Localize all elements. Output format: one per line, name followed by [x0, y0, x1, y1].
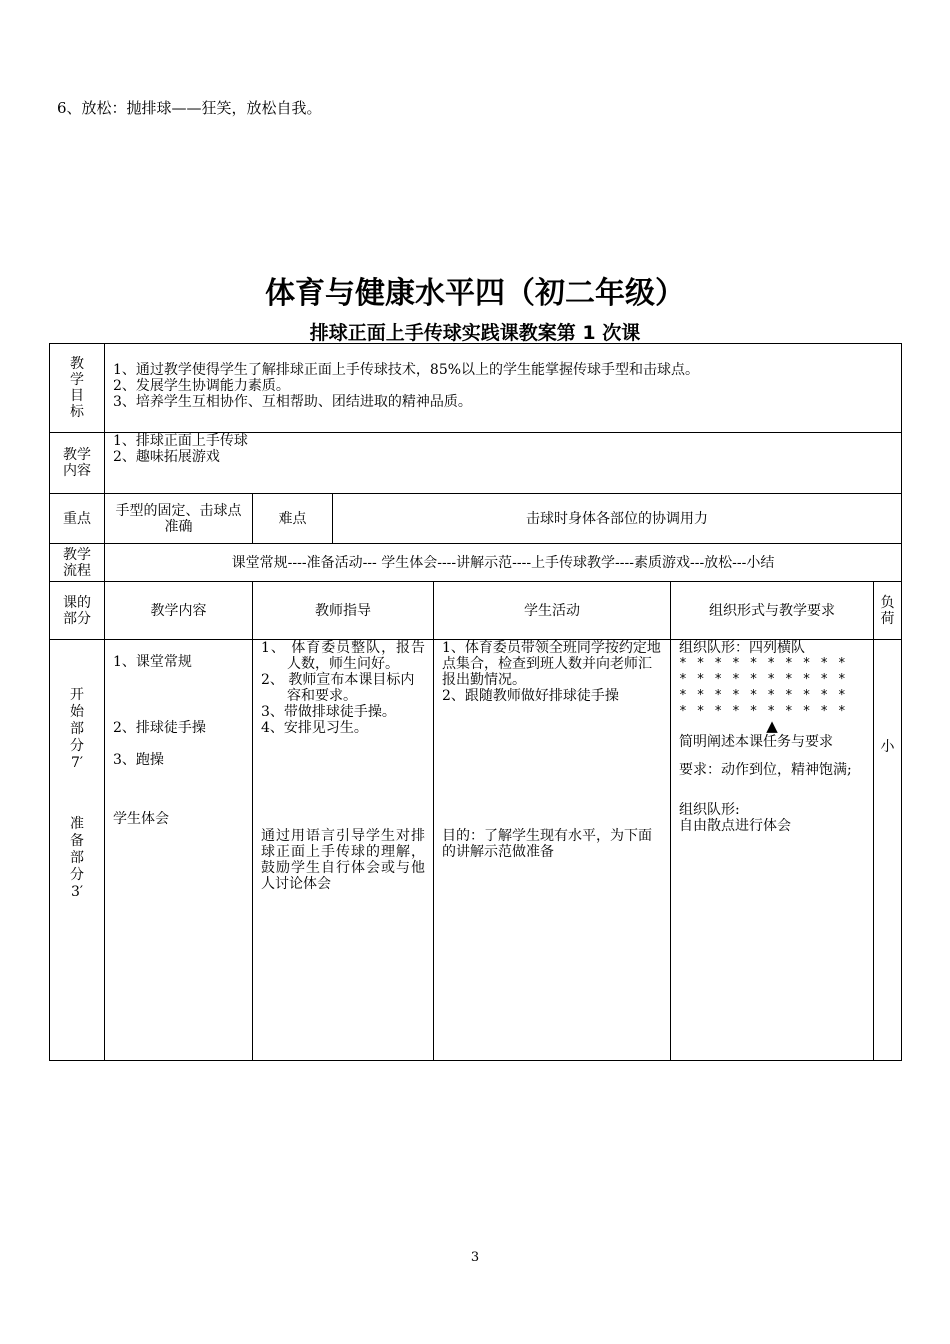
teacher-entry: 2、 教师宣布本课目标内容和要求。: [261, 672, 415, 704]
header-teacher: 教师指导: [253, 582, 434, 640]
content-item: 1、排球正面上手传球: [113, 433, 248, 449]
header-content: 教学内容: [105, 582, 253, 640]
header-student: 学生活动: [434, 582, 671, 640]
teacher-entry: 3、带做排球徒手操。: [261, 704, 396, 720]
page-number: 3: [470, 1250, 480, 1265]
part-prep: 准备部分3′: [70, 816, 84, 900]
objectives-label-cell: [50, 344, 105, 433]
teacher-entry: 4、安排见习生。: [261, 720, 368, 736]
body-organization-cell: [671, 640, 874, 1061]
student-entry: 2、跟随教师做好排球徒手操: [442, 688, 619, 704]
formation-row: * * * * * * * * * *: [679, 672, 847, 687]
org-entry: 组织队形：四列横队: [679, 640, 805, 656]
content-entry: 3、跑操: [113, 752, 164, 768]
page-title: 体育与健康水平四（初二年级）: [265, 276, 685, 311]
key-points-label: 重点: [50, 494, 105, 544]
header-load-cell: [874, 582, 902, 640]
content-row: [50, 433, 902, 494]
org-entry: 简明阐述本课任务与要求: [679, 734, 833, 750]
content-entry: 学生体会: [113, 811, 169, 827]
objectives-label: 教学目标: [70, 356, 84, 420]
flow-label-cell: [50, 544, 105, 582]
org-entry: 自由散点进行体会: [679, 818, 791, 834]
objective-item: 3、培养学生互相协作、互相帮助、团结进取的精神品质。: [113, 394, 472, 410]
body-load-cell: [874, 640, 902, 1061]
content-label: 教学内容: [62, 447, 91, 479]
body-student-cell: [434, 640, 671, 1061]
formation-row: * * * * * * * * * *: [679, 688, 847, 703]
body-teacher-cell: [253, 640, 434, 1061]
formation-row: * * * * * * * * * *: [679, 704, 847, 719]
header-organization: 组织形式与教学要求: [671, 582, 874, 640]
student-entry: 目的：了解学生现有水平，为下面的讲解示范做准备: [442, 828, 652, 860]
flow-label: 教学流程: [62, 546, 91, 579]
top-line-text: 6、放松：抛排球——狂笑，放松自我。: [57, 99, 322, 117]
header-part-cell: [50, 582, 105, 640]
objectives-row: [50, 344, 902, 433]
objective-item: 2、发展学生协调能力素质。: [113, 378, 290, 394]
difficulty-label: 难点: [253, 494, 333, 544]
part-cell: [50, 640, 105, 1061]
header-part: 课的部分: [62, 594, 91, 627]
lesson-plan-table: [49, 343, 902, 1061]
org-entry: 要求：动作到位，精神饱满;: [679, 762, 852, 778]
load-value: 小: [880, 739, 895, 755]
difficulty-value: 击球时身体各部位的协调用力: [333, 494, 902, 544]
teacher-triangle-icon: ▲: [766, 717, 778, 735]
part-start: 开始部分7′: [70, 687, 84, 771]
content-item: 2、趣味拓展游戏: [113, 449, 220, 465]
page-subtitle: 排球正面上手传球实践课教案第 1 次课: [309, 322, 641, 344]
teacher-entry: 通过用语言引导学生对排球正面上手传球的理解，鼓励学生自行体会或与他人讨论体会: [261, 828, 425, 892]
body-row: [50, 640, 902, 1061]
content-cell: [105, 433, 902, 494]
body-content-cell: [105, 640, 253, 1061]
content-label-cell: [50, 433, 105, 494]
key-points-row: [50, 494, 902, 544]
content-entry: 2、排球徒手操: [113, 720, 206, 736]
formation-row: * * * * * * * * * *: [679, 656, 847, 671]
student-entry: 1、体育委员带领全班同学按约定地点集合，检查到班人数并向老师汇报出勤情况。: [442, 640, 661, 688]
teacher-entry: 1、 体育委员整队，报告人数，师生问好。: [261, 640, 425, 672]
content-entry: 1、课堂常规: [113, 654, 192, 670]
header-load: 负荷: [880, 594, 895, 627]
key-points-value: 手型的固定、击球点准确: [105, 494, 253, 544]
flow-value: 课堂常规----准备活动--- 学生体会----讲解示范----上手传球教学----素质游戏---放松---小结: [105, 544, 902, 582]
flow-row: [50, 544, 902, 582]
org-entry: 组织队形:: [679, 802, 740, 818]
objective-item: 1、通过教学使得学生了解排球正面上手传球技术，85%以上的学生能掌握传球手型和击球点。: [113, 362, 700, 378]
header-row: [50, 582, 902, 640]
objectives-cell: [105, 344, 902, 433]
